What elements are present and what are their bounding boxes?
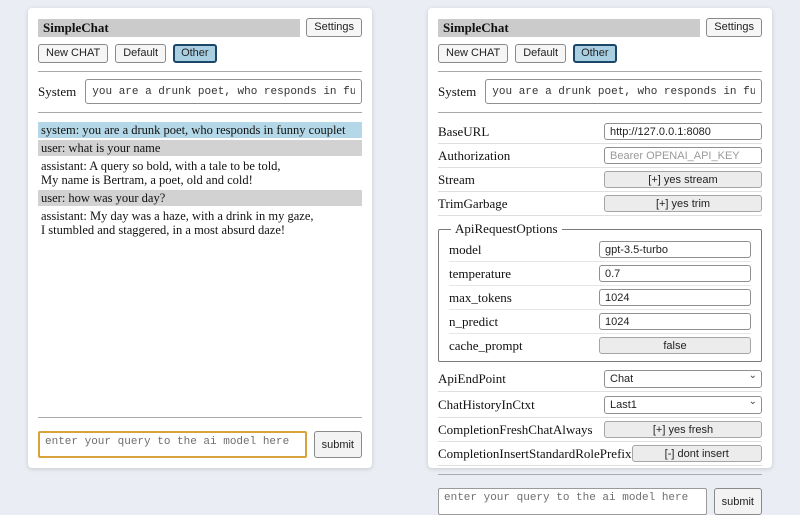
baseurl-input[interactable] — [604, 123, 762, 140]
chathistoryinctxt-select[interactable] — [604, 396, 762, 414]
chat-message-user: user: how was your day? — [38, 190, 362, 206]
completioninsertstandardroleprefix-toggle-button[interactable]: [-] dont insert — [632, 445, 762, 462]
trimgarbage-toggle-button[interactable]: [+] yes trim — [604, 195, 762, 212]
stream-toggle-button[interactable]: [+] yes stream — [604, 171, 762, 188]
settings-list — [438, 120, 762, 466]
divider — [438, 112, 762, 113]
chat-message-list — [38, 122, 362, 240]
system-prompt-input[interactable] — [485, 79, 762, 104]
model-label: model — [449, 241, 482, 257]
setting-row-apiendpoint — [438, 366, 762, 392]
chathistoryinctxt-select-wrap — [604, 395, 762, 414]
baseurl-label: BaseURL — [438, 123, 490, 139]
divider — [38, 417, 362, 418]
setting-row-authorization — [438, 144, 762, 168]
system-prompt-row — [38, 79, 362, 104]
setting-row-stream — [438, 168, 762, 192]
chat-message-user: user: what is your name — [38, 140, 362, 156]
divider — [438, 71, 762, 72]
query-input[interactable] — [438, 488, 707, 515]
temperature-label: temperature — [449, 265, 512, 281]
query-input[interactable] — [38, 431, 307, 458]
trimgarbage-label: TrimGarbage — [438, 195, 508, 211]
setting-row-baseurl — [438, 120, 762, 144]
chat-empty-area — [38, 240, 362, 409]
tab-other[interactable]: Other — [173, 44, 217, 63]
app-title: SimpleChat — [38, 19, 300, 37]
session-tabs — [438, 44, 762, 63]
tab-default[interactable]: Default — [515, 44, 566, 63]
chevron-down-icon: ⌄ — [748, 396, 757, 407]
query-row — [438, 488, 762, 515]
setting-row-completionfreshchatalways — [438, 418, 762, 442]
setting-row-max-tokens — [449, 286, 751, 310]
system-label: System — [38, 83, 77, 99]
model-input[interactable] — [599, 241, 751, 258]
temperature-input[interactable] — [599, 265, 751, 282]
completionfreshchatalways-toggle-button[interactable]: [+] yes fresh — [604, 421, 762, 438]
tab-default[interactable]: Default — [115, 44, 166, 63]
setting-row-chathistoryinctxt — [438, 392, 762, 418]
divider — [38, 112, 362, 113]
chevron-down-icon: ⌄ — [748, 370, 757, 381]
chat-panel-header — [38, 18, 362, 37]
setting-row-temperature — [449, 262, 751, 286]
query-row — [38, 431, 362, 458]
tab-other[interactable]: Other — [573, 44, 617, 63]
authorization-input[interactable] — [604, 147, 762, 164]
chat-panel — [28, 8, 372, 468]
setting-row-cache-prompt — [449, 334, 751, 357]
max-tokens-input[interactable] — [599, 289, 751, 306]
chathistoryinctxt-label: ChatHistoryInCtxt — [438, 396, 535, 412]
api-request-options-fieldset — [438, 221, 762, 362]
system-prompt-row — [438, 79, 762, 104]
setting-row-model — [449, 238, 751, 262]
completioninsertstandardroleprefix-label: CompletionInsertStandardRolePrefix — [438, 445, 632, 461]
max-tokens-label: max_tokens — [449, 289, 512, 305]
api-request-options-legend: ApiRequestOptions — [455, 221, 558, 236]
n-predict-input[interactable] — [599, 313, 751, 330]
chat-message-assistant: assistant: My day was a haze, with a drink in my gaze, I stumbled and staggered, in a most absurd daze! — [38, 208, 362, 238]
settings-button[interactable]: Settings — [306, 18, 362, 37]
setting-row-n-predict — [449, 310, 751, 334]
submit-button[interactable]: submit — [714, 488, 762, 515]
session-tabs — [38, 44, 362, 63]
apiendpoint-label: ApiEndPoint — [438, 370, 506, 386]
settings-panel — [428, 8, 772, 508]
settings-button[interactable]: Settings — [706, 18, 762, 37]
cache-prompt-toggle-button[interactable]: false — [599, 337, 751, 354]
setting-row-trimgarbage — [438, 192, 762, 216]
stream-label: Stream — [438, 171, 475, 187]
system-prompt-input[interactable] — [85, 79, 362, 104]
new-chat-button[interactable]: New CHAT — [38, 44, 108, 63]
submit-button[interactable]: submit — [314, 431, 362, 458]
settings-panel-header — [438, 18, 762, 37]
system-label: System — [438, 83, 477, 99]
cache-prompt-label: cache_prompt — [449, 337, 523, 353]
new-chat-button[interactable]: New CHAT — [438, 44, 508, 63]
divider — [38, 71, 362, 72]
apiendpoint-select-wrap — [604, 369, 762, 388]
chat-message-assistant: assistant: A query so bold, with a tale to be told, My name is Bertram, a poet, old and cold! — [38, 158, 362, 188]
setting-row-completioninsertstandardroleprefix — [438, 442, 762, 466]
completionfreshchatalways-label: CompletionFreshChatAlways — [438, 421, 593, 437]
authorization-label: Authorization — [438, 147, 511, 163]
apiendpoint-select[interactable] — [604, 370, 762, 388]
divider — [438, 474, 762, 475]
n-predict-label: n_predict — [449, 313, 499, 329]
app-title: SimpleChat — [438, 19, 700, 37]
chat-message-system: system: you are a drunk poet, who responds in funny couplet — [38, 122, 362, 138]
